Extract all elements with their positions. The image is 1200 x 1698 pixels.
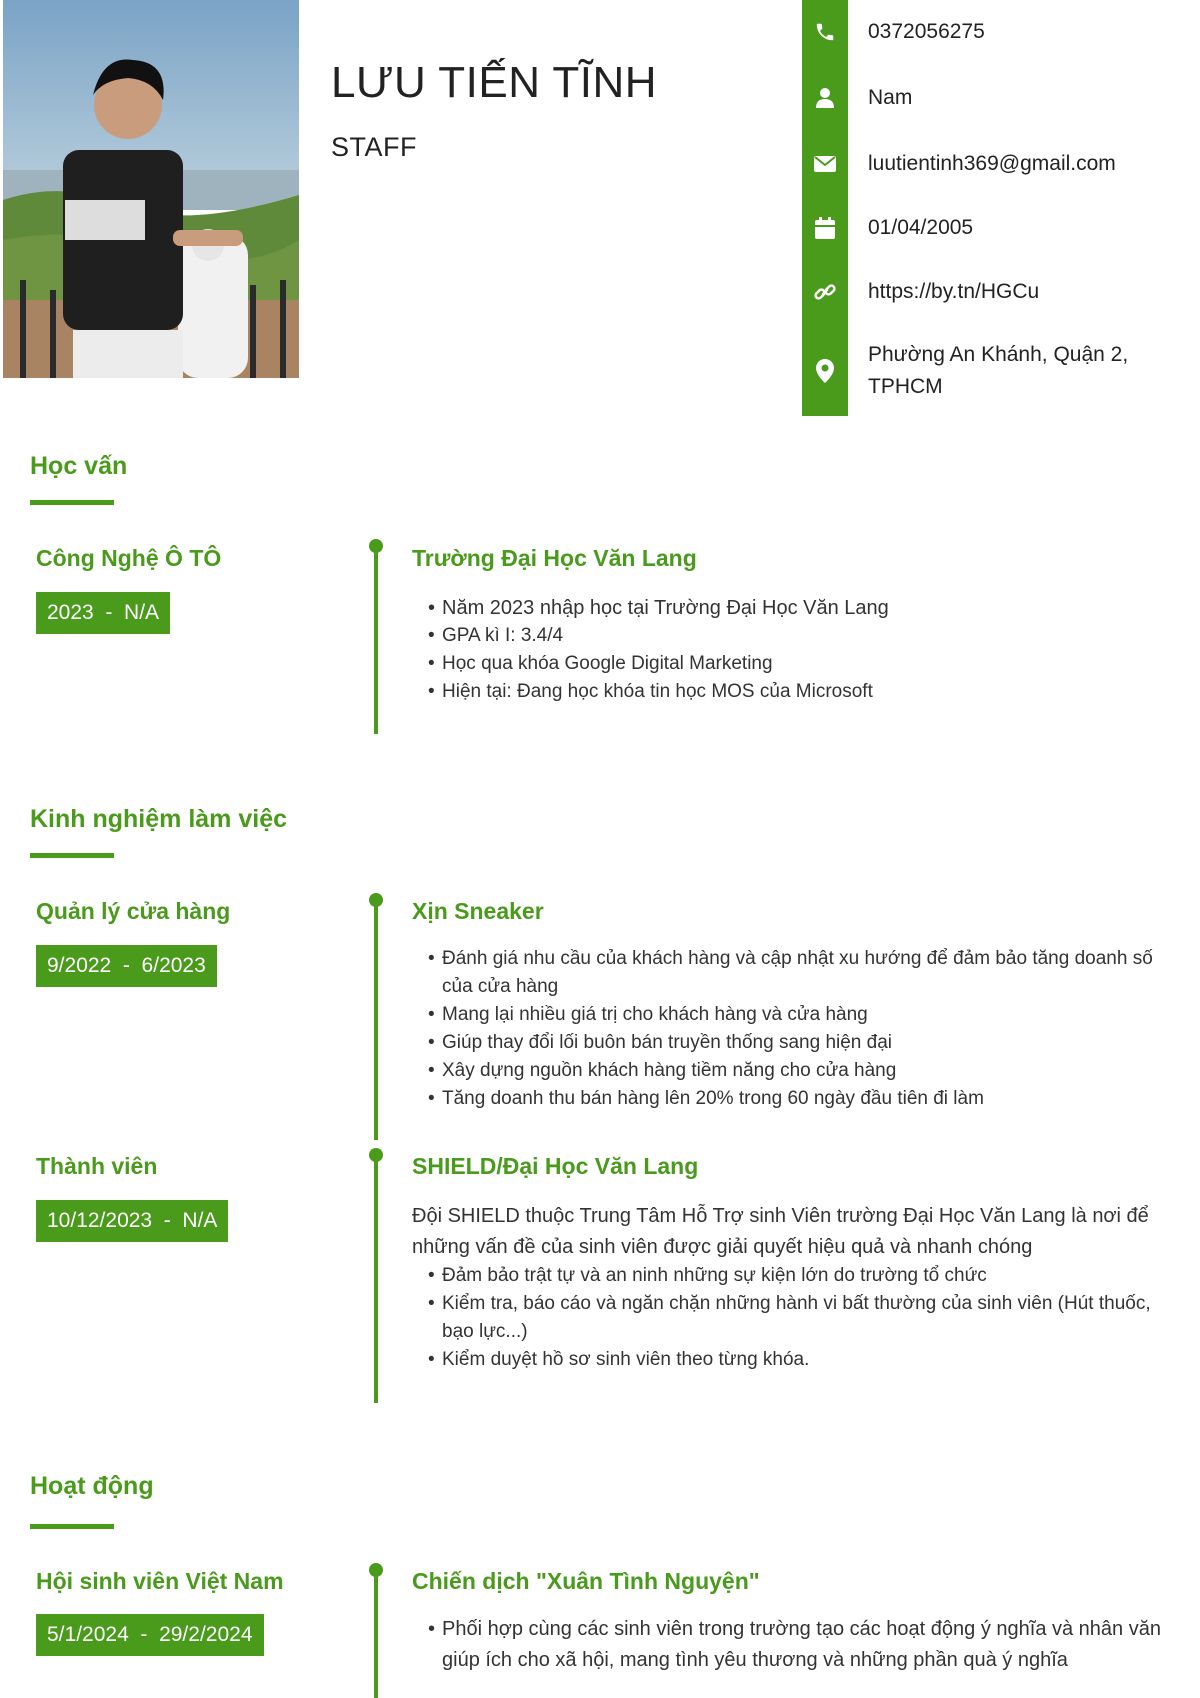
experience-description: Đội SHIELD thuộc Trung Tâm Hỗ Trợ sinh Viên trường Đại Học Văn Lang là nơi để những vấn đề của sinh viên được giải quyết hiệu quả và nhanh chóng [412,1205,1149,1258]
activity-bullets [412,1614,1172,1676]
activity-organization: Hội sinh viên Việt Nam [36,1568,284,1594]
list-item: • GPA kì I: 3.4/4 [412,622,1172,650]
contact-birthdate [802,210,1200,246]
experience-section-title: Kinh nghiệm làm việc [30,805,288,833]
education-bullets [412,594,1172,706]
list-item: • Kiểm duyệt hồ sơ sinh viên theo từng khóa. [412,1346,1172,1374]
education-section-title: Học vấn [30,452,128,480]
gender-text: Nam [868,86,913,109]
list-item: • Phối hợp cùng các sinh viên trong trường tạo các hoạt động ý nghĩa và nhân văn giúp ích cho xã hội, mang tình yêu thương và những phần quà ý nghĩa [412,1614,1172,1676]
address-text: Phường An Khánh, Quận 2, TPHCM [868,343,1129,398]
activities-section-underline [30,1524,114,1529]
email-text: luutientinh369@gmail.com [868,152,1116,175]
candidate-name: LƯU TIẾN TĨNH [331,58,658,107]
profile-photo-image [3,0,299,378]
list-item: • Tăng doanh thu bán hàng lên 20% trong 60 ngày đầu tiên đi làm [412,1085,1172,1113]
list-item: • Xây dựng nguồn khách hàng tiềm năng cho cửa hàng [412,1057,1172,1085]
education-school: Trường Đại Học Văn Lang [412,545,697,571]
contact-phone [802,14,1200,50]
experience-date-badge: 10/12/2023 - N/A [36,1200,228,1242]
link-text[interactable]: https://by.tn/HGCu [868,280,1040,303]
list-item: • Kiểm tra, báo cáo và ngăn chặn những hành vi bất thường của sinh viên (Hút thuốc, bạo lực...) [412,1290,1172,1346]
experience-date-badge: 9/2022 - 6/2023 [36,945,217,987]
timeline-line [374,1155,378,1403]
education-date-badge: 2023 - N/A [36,592,170,634]
list-item: • Giúp thay đổi lối buôn bán truyền thống sang hiện đại [412,1029,1172,1057]
timeline-line [374,546,378,734]
experience-company: SHIELD/Đại Học Văn Lang [412,1153,699,1179]
activity-date-badge: 5/1/2024 - 29/2/2024 [36,1614,264,1656]
contact-link[interactable] [802,274,1200,310]
list-item: • Hiện tại: Đang học khóa tin học MOS của Microsoft [412,678,1172,706]
experience-company: Xịn Sneaker [412,898,544,924]
profile-photo [3,0,299,378]
phone-text: 0372056275 [868,20,985,43]
experience-bullets [412,945,1172,1113]
experience-role: Quản lý cửa hàng [36,898,231,924]
activity-campaign: Chiến dịch "Xuân Tình Nguyện" [412,1568,760,1594]
phone-icon [802,21,848,43]
experience-section-underline [30,853,114,858]
list-item: • Năm 2023 nhập học tại Trường Đại Học Văn Lang [412,594,1172,622]
list-item: • Học qua khóa Google Digital Marketing [412,650,1172,678]
person-icon [802,87,848,109]
timeline-line [374,1570,378,1698]
education-section-underline [30,500,114,505]
birthdate-text: 01/04/2005 [868,216,974,239]
list-item: • Đảm bảo trật tự và an ninh những sự kiện lớn do trường tổ chức [412,1262,1172,1290]
link-icon [802,280,848,304]
mail-icon [802,156,848,172]
contact-email [802,146,1200,182]
list-item: • Mang lại nhiều giá trị cho khách hàng và cửa hàng [412,1001,1172,1029]
experience-bullets [412,1262,1172,1374]
location-icon [802,359,848,383]
experience-role: Thành viên [36,1153,158,1179]
timeline-line [374,900,378,1140]
education-major: Công Nghệ Ô TÔ [36,545,222,571]
calendar-icon [802,217,848,239]
list-item: • Đánh giá nhu cầu của khách hàng và cập nhật xu hướng để đảm bảo tăng doanh số của cửa hàng [412,945,1172,1001]
job-title: STAFF [331,132,417,162]
contact-gender [802,80,1200,116]
contact-address [802,338,1200,404]
activities-section-title: Hoạt động [30,1472,154,1500]
